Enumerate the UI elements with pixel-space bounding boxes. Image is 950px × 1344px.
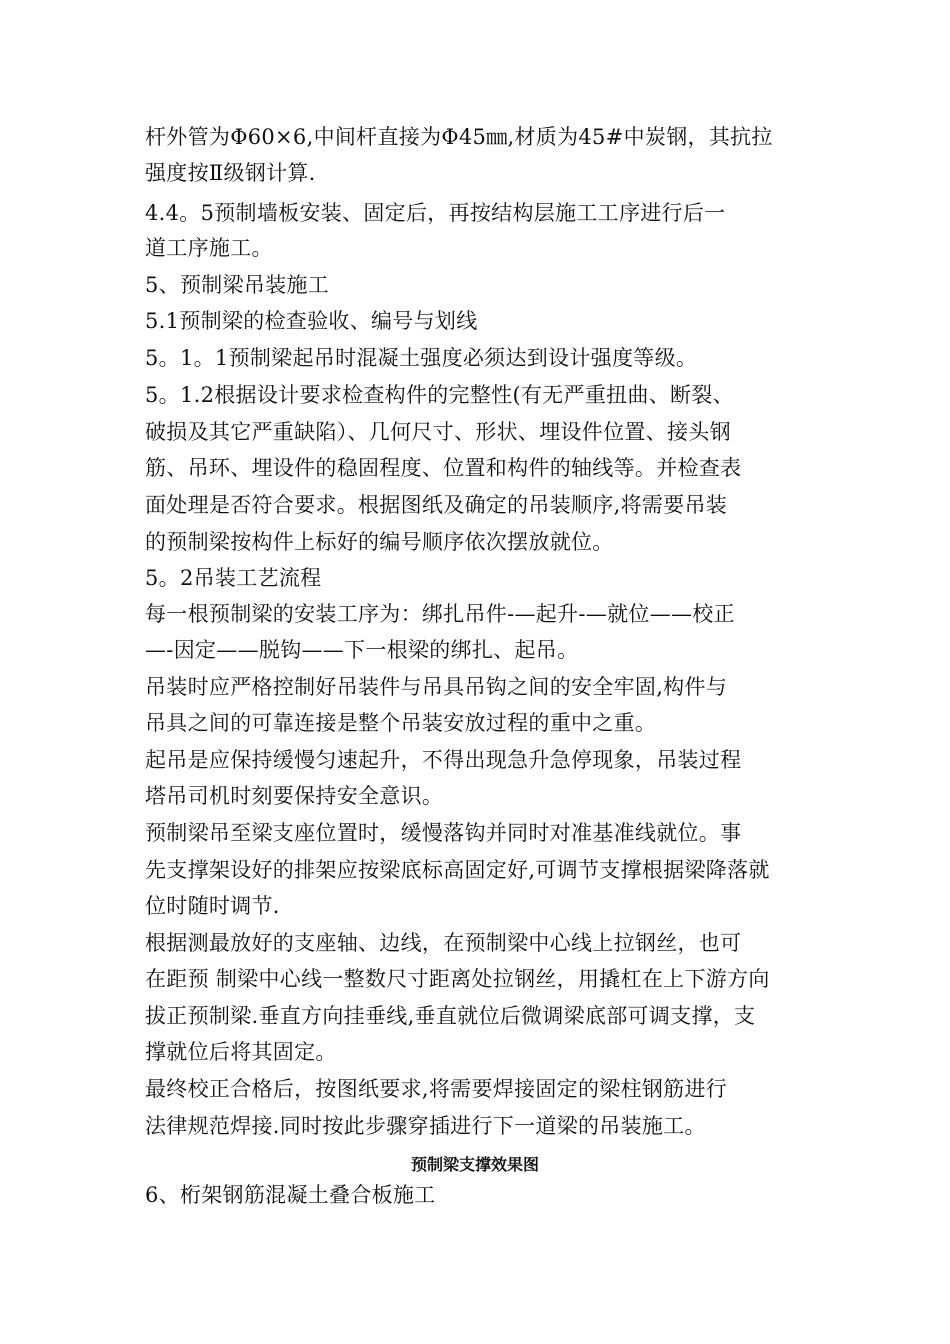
- text-line: 法律规范焊接.同时按此步骤穿插进行下一道梁的吊装施工。: [145, 1114, 706, 1138]
- text-line: 塔吊司机时刻要保持安全意识。: [145, 784, 444, 808]
- text-line: 根据测最放好的支座轴、边线，在预制梁中心线上拉钢丝，也可: [145, 931, 742, 955]
- text-line: —-因定——脱钩——下一根梁的绑扎、起吊。: [145, 638, 579, 662]
- text-line: 拔正预制梁.垂直方向挂垂线,垂直就位后微调梁底部可调支撑，支: [145, 1004, 756, 1028]
- text-line: 位时随时调节.: [145, 894, 280, 918]
- text-line: 预制梁吊至梁支座位置时，缓慢落钩并同时对准基准线就位。事: [145, 821, 742, 845]
- text-line: 破损及其它严重缺陷）、几何尺寸、形状、埋设件位置、接头钢: [145, 420, 731, 444]
- text-line: 面处理是否符合要求。根据图纸及确定的吊装顺序,将需要吊装: [145, 493, 728, 517]
- text-line: 在距预 制梁中心线一整数尺寸距离处拉钢丝，用撬杠在上下游方向: [145, 967, 770, 991]
- text-line: 起吊是应保持缓慢匀速起升，不得出现急升急停现象，吊装过程: [145, 748, 742, 772]
- text-line: 杆外管为Φ60×6,中间杆直接为Φ45㎜,材质为45#中炭钢，其抗拉: [145, 125, 773, 149]
- text-line: 最终校正合格后，按图纸要求,将需要焊接固定的梁柱钢筋进行: [145, 1077, 728, 1101]
- text-line: 每一根预制梁的安装工序为：绑扎吊件-—起升-—就位——校正: [145, 602, 735, 626]
- text-line: 5。1.2根据设计要求检查构件的完整性(有无严重扭曲、断裂、: [145, 383, 734, 407]
- text-line: 先支撑架设好的排架应按梁底标高固定好,可调节支撑根据梁降落就: [145, 858, 770, 882]
- subsection-heading: 5.1预制梁的检查验收、编号与划线: [145, 309, 478, 333]
- text-line: 道工序施工。: [145, 236, 273, 260]
- figure-caption: 预制梁支撑效果图: [410, 1155, 539, 1174]
- text-line: 筋、吊环、埋设件的稳固程度、位置和构件的轴线等。并检查表: [145, 456, 742, 480]
- text-line: 吊具之间的可靠连接是整个吊装安放过程的重中之重。: [145, 711, 657, 735]
- text-line: 4.4。5预制墙板安装、固定后，再按结构层施工工序进行后一: [145, 201, 726, 225]
- text-line: 吊装时应严格控制好吊装件与吊具吊钩之间的安全牢固,构件与: [145, 675, 728, 699]
- text-line: 5。1。1预制梁起吊时混凝土强度必须达到设计强度等级。: [145, 346, 698, 370]
- text-line: 撑就位后将其固定。: [145, 1040, 337, 1064]
- text-line: 强度按Ⅱ级钢计算.: [145, 161, 316, 185]
- text-line: 的预制梁按构件上标好的编号顺序依次摆放就位。: [145, 530, 614, 554]
- subsection-heading: 5。2吊装工艺流程: [145, 566, 322, 590]
- section-heading: 6、桁架钢筋混凝土叠合板施工: [145, 1183, 436, 1207]
- section-heading: 5、预制梁吊装施工: [145, 273, 330, 297]
